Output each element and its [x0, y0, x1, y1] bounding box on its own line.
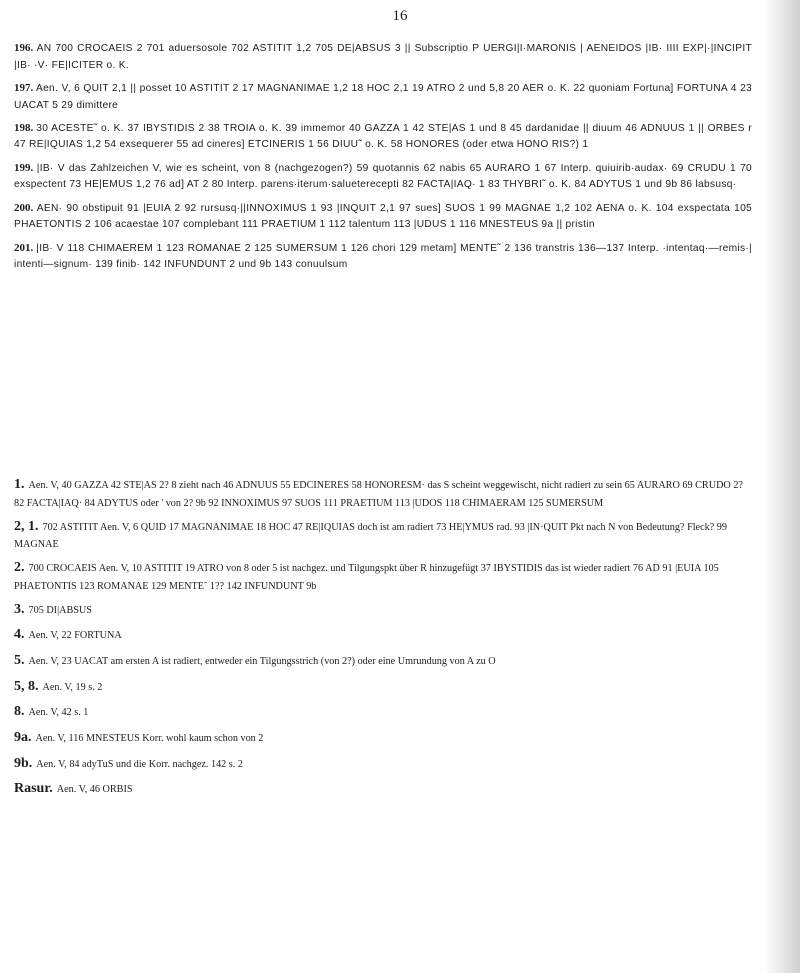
note-text: Aen. V, 19 s. 2: [42, 681, 103, 693]
note-number: 8.: [14, 704, 25, 720]
note-item: [14, 727, 752, 749]
note-text: 705 DI|ABSUS: [28, 604, 92, 616]
note-text: Aen. V, 23 UACAT am ersten A ist radiert, entweder ein Tilgungsstrich (von 2?) oder eine Umrundung von A zu O: [28, 655, 496, 667]
note-item: [14, 778, 752, 800]
note-text: 702 ASTITIT Aen. V, 6 QUID 17 MAGNANIMAE 18 HOC 47 RE|IQUIAS doch ist am radiert 73 HE|YMUS rad. 93 |IN·QUIT Pkt nach N von Bedeutung? Fleck? 99 MAGNAE: [14, 521, 727, 551]
apparatus-entry: [14, 120, 752, 154]
note-number: 9a.: [14, 729, 32, 745]
entry-number: 201.: [14, 241, 34, 254]
entry-text: 30 ACESTE˜ o. K. 37 IBYSTIDIS 2 38 TROIA o. K. 39 immemor 40 GAZZA 1 42 STE|AS 1 und 8 45 dardanidae || diuum 46 ADNUUS 1 || ORBES r 47 RE|IQUIAS 1,2 54 exsequerer 55 ad cineres] ETCINERIS 1 56 DIUU˜ o. K. 58 HONORES (oder etwa HONO RIS?) 1: [14, 122, 752, 151]
apparatus-entry: [14, 160, 752, 194]
note-item: [14, 650, 752, 672]
note-item: [14, 516, 752, 554]
note-number: 9b.: [14, 755, 33, 771]
note-number: 5, 8.: [14, 678, 39, 694]
note-text: 700 CROCAEIS Aen. V, 10 ASTITIT 19 ATRO von 8 oder 5 ist nachgez. und Tilgungspkt über R hinzugefügt 37 IBYSTIDIS das ist wieder radiert 76 AD 91 |EUIA 105 PHAETONTIS 123 ROMANAE 129 MENTE˜ 1?? 142 INFUNDUNT 9b: [14, 563, 719, 592]
note-number: 2.: [14, 560, 25, 575]
apparatus-entry: [14, 80, 752, 114]
note-item: [14, 599, 752, 621]
hand-notes: [14, 474, 752, 804]
entry-text: |IB· V das Zahlzeichen V, wie es scheint, von 8 (nachgezogen?) 59 quotannis 62 nabis 65 AURARO 1 67 Interp. quiuirib·audax· 69 CRUDU 1 70 exspectent 73 HE|EMUS 1,2 76 ad] AT 2 80 Interp. parens·iterum·salueterecepti 82 FACTA|IAQ· 1 83 THYBRI˜ o. K. 84 ADYTUS 1 und 9b 86 labsusq·: [14, 162, 753, 191]
note-item: [14, 557, 752, 595]
entry-number: 200.: [14, 201, 34, 214]
page-edge-shadow: [764, 0, 800, 973]
entry-text: AN 700 CROCAEIS 2 701 aduersosole 702 ASTITIT 1,2 705 DE|ABSUS 3 || Subscriptio P UERGI|I·MARONIS | AENEIDOS |IB· IIII EXP|·|INCIPIT |IB· ·V· FE|ICITER o. K.: [14, 43, 753, 71]
entry-number: 199.: [14, 161, 34, 174]
note-item: [14, 753, 752, 775]
note-text: Aen. V, 42 s. 1: [28, 707, 89, 719]
critical-apparatus: [14, 40, 752, 279]
entry-text: AEN· 90 obstipuit 91 |EUIA 2 92 rursusq·||INNOXIMUS 1 93 |INQUIT 2,1 97 sues] SUOS 1 99 MAGNAE 1,2 102 AENA o. K. 104 exspectata 105 PHAETONTIS 2 106 acaestae 107 complebant 111 PRAETIUM 1 112 talentum 113 |UDUS 1 116 MNESTEUS 9a || pristin: [14, 202, 753, 231]
note-number: 2, 1.: [14, 518, 39, 534]
entry-number: 196.: [14, 42, 34, 54]
note-number: 1.: [14, 477, 25, 492]
entry-number: 197.: [14, 81, 34, 94]
note-item: [14, 624, 752, 646]
note-text: Aen. V, 22 FORTUNA: [28, 630, 122, 642]
note-number: 3.: [14, 601, 25, 617]
note-text: Aen. V, 116 MNESTEUS Korr. wohl kaum schon von 2: [35, 732, 264, 744]
note-item: [14, 701, 752, 723]
apparatus-entry: [14, 240, 752, 274]
page-number: 16: [392, 8, 408, 24]
apparatus-entry: [14, 40, 752, 74]
note-number: Rasur.: [14, 781, 53, 797]
apparatus-entry: [14, 200, 752, 234]
note-text: Aen. V, 84 adyTuS und die Korr. nachgez. 142 s. 2: [36, 758, 243, 770]
note-text: Aen. V, 46 ORBIS: [56, 784, 133, 796]
entry-text: Aen. V, 6 QUIT 2,1 || posset 10 ASTITIT 2 17 MAGNANIMAE 1,2 18 HOC 2,1 19 ATRO 2 und 5,8 20 AER o. K. 22 quoniam Fortuna] FORTUNA 4 23 UACAT 5 29 dimittere: [14, 82, 753, 111]
entry-text: |IB· V 118 CHIMAEREM 1 123 ROMANAE 2 125 SUMERSUM 1 126 chori 129 metam] MENTE˜ 2 136 transtris 136—137 Interp. ·intentaq·—remis·| intenti—signum· 139 finib· 142 INFUNDUNT 2 und 9b 143 conuulsum: [14, 242, 753, 271]
note-item: [14, 474, 752, 512]
note-number: 4.: [14, 627, 25, 643]
entry-number: 198.: [14, 121, 34, 134]
note-item: [14, 676, 752, 698]
note-number: 5.: [14, 652, 25, 668]
note-text: Aen. V, 40 GAZZA 42 STE|AS 2? 8 zieht nach 46 ADNUUS 55 EDCINERES 58 HONORESM· das S scheint weggewischt, nicht radiert zu sein 65 AURARO 69 CRUDO 2? 82 FACTA|IAQ· 84 ADYTUS oder ' von 2? 9b 92 INNOXIMUS 97 SUOS 111 PRAETIUM 113 |UDOS 118 CHIMAERAM 125 SUMERSUM: [14, 480, 743, 509]
